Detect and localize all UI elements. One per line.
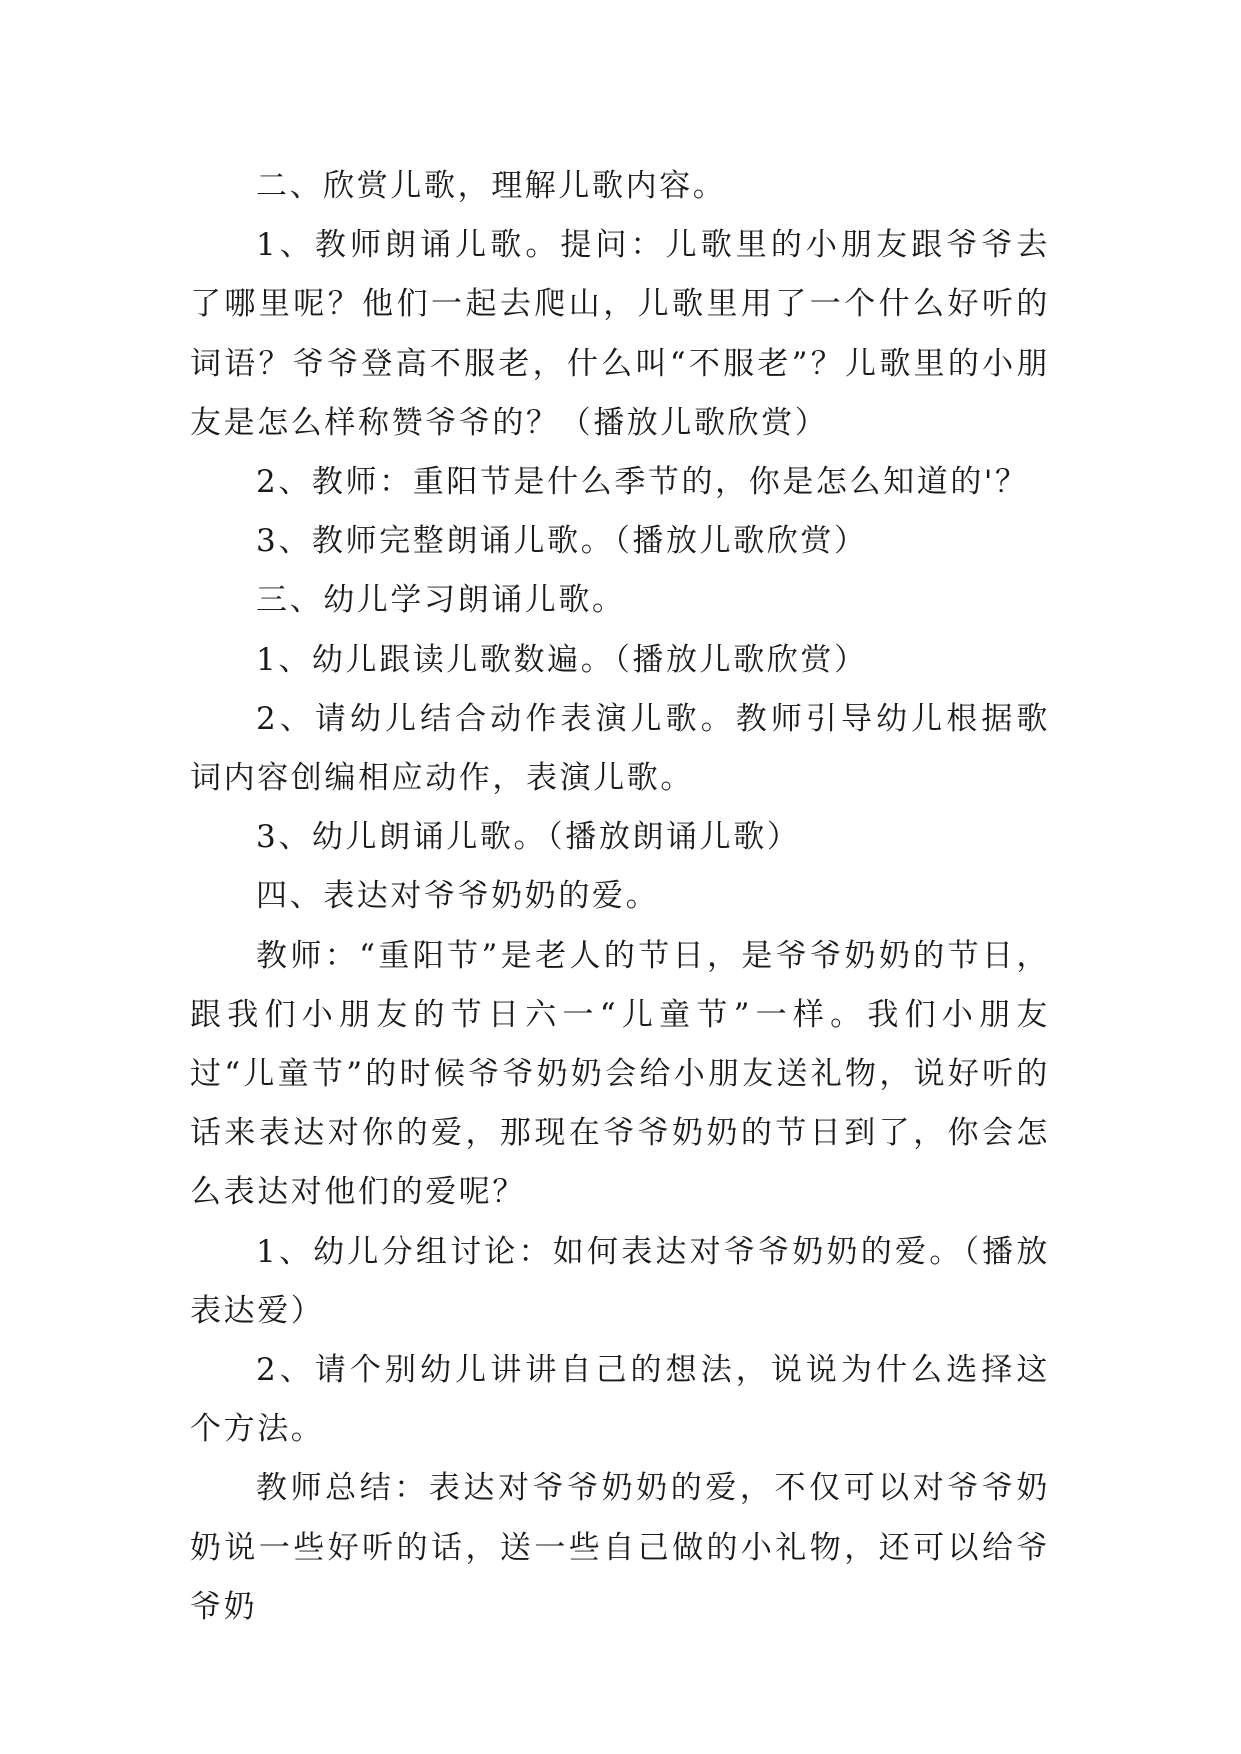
- paragraph-children-recite: 3、幼儿朗诵儿歌。（播放朗诵儿歌）: [256, 819, 801, 856]
- paragraph-share-ideas: 2、请个别幼儿讲讲自己的想法，说说为什么选择这个方法。: [190, 1352, 1050, 1448]
- section-heading-appreciate: 二、欣赏儿歌，理解儿歌内容。: [256, 168, 727, 204]
- paragraph-teacher-intro: 教师：“重阳节”是老人的节日，是爷爷奶奶的节日，跟我们小朋友的节日六一“儿童节”一样。我们小朋友过“儿童节”的时候爷爷奶奶会给小朋友送礼物，说好听的话来表达对你的爱，那现在爷爷奶奶的节日到了，你会怎么表达对他们的爱呢？: [190, 937, 1050, 1211]
- section-heading-learn: 三、幼儿学习朗诵儿歌。: [256, 582, 626, 619]
- paragraph-group-discussion: 1、幼儿分组讨论：如何表达对爷爷奶奶的爱。（播放表达爱）: [190, 1233, 1050, 1329]
- document-body: [190, 157, 1050, 1637]
- paragraph-full-recital: 3、教师完整朗诵儿歌。（播放儿歌欣赏）: [256, 523, 868, 560]
- section-heading-express-love: 四、表达对爷爷奶奶的爱。: [256, 878, 660, 915]
- paragraph-act-out: 2、请幼儿结合动作表演儿歌。教师引导幼儿根据歌词内容创编相应动作，表演儿歌。: [190, 700, 1050, 797]
- paragraph-season-question: 2、教师：重阳节是什么季节的，你是怎么知道的'？: [256, 464, 1029, 501]
- paragraph-follow-reading: 1、幼儿跟读儿歌数遍。（播放儿歌欣赏）: [256, 641, 868, 678]
- paragraph-teacher-summary: 教师总结：表达对爷爷奶奶的爱，不仅可以对爷爷奶奶说一些好听的话，送一些自己做的小礼物，还可以给爷爷奶: [190, 1470, 1050, 1625]
- paragraph-recite-questions: 1、教师朗诵儿歌。提问：儿歌里的小朋友跟爷爷去了哪里呢？他们一起去爬山，儿歌里用了一个什么好听的词语？爷爷登高不服老，什么叫“不服老”？儿歌里的小朋友是怎么样称赞爷爷的？（播放儿歌欣赏）: [190, 227, 1050, 441]
